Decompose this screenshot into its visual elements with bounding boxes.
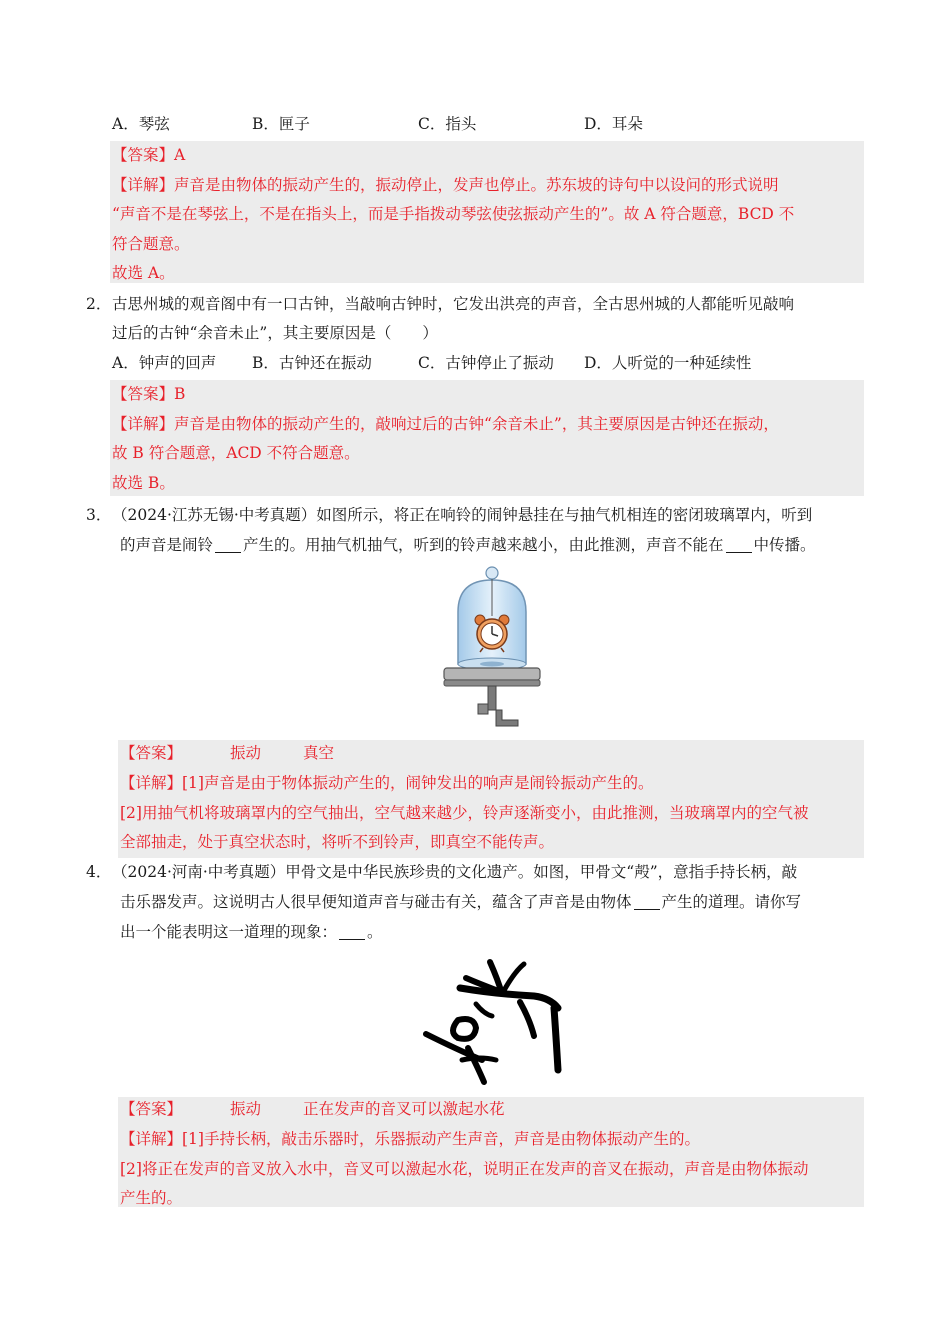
q3-stem-text: 产生的。用抽气机抽气，听到的铃声越来越小，由此推测，声音不能在 [243,536,724,554]
q4-stem-line [120,917,383,947]
jar-knob [486,567,498,579]
q2-stem-line: 过后的古钟“余音未止”，其主要原因是（ ） [112,324,438,342]
q1-detail-line: 符合题意。 [112,235,190,253]
q3-answer-2: 真空 [303,744,335,762]
q4-blank-2 [339,921,365,940]
q3-detail-line: 【详解】[1]声音是由于物体振动产生的，闹钟发出的响声是闹铃振动产生的。 [120,774,654,792]
q2-detail-line: 【详解】声音是由物体的振动产生的，敲响过后的古钟“余音未止”，其主要原因是古钟还在振动， [112,415,779,433]
oracle-bone-character-figure [418,950,568,1090]
q2-stem-line: 古思州城的观音阁中有一口古钟，当敲响古钟时，它发出洪亮的声音，全古思州城的人都能听见敲响 [112,295,795,313]
q4-answer-1: 振动 [230,1100,262,1118]
bell-jar-figure [440,564,544,734]
q4-number: 4． [86,863,112,881]
q4-detail-line: 【详解】[1]手持长柄，敲击乐器时，乐器振动产生声音，声音是由物体振动产生的。 [120,1130,700,1148]
air-hole [480,662,504,667]
q1-option-c: C．指头 [418,115,477,133]
pipe [488,686,496,710]
q3-stem-text: 的声音是闹铃 [120,536,214,554]
q3-stem-line [120,530,816,560]
q2-detail-line: 故选 B。 [112,474,175,492]
q2-detail-line: 故 B 符合题意，ACD 不符合题意。 [112,444,360,462]
outlet-pipe [496,710,518,726]
q1-answer-label: 【答案】A [112,146,186,164]
q4-answer-row [120,1094,505,1124]
q2-option-d: D．人听觉的一种延续性 [584,354,752,372]
base-plate [444,668,540,680]
base-edge [444,680,540,686]
q3-stem-line: （2024·江苏无锡·中考真题）如图所示，将正在响铃的闹钟悬挂在与抽气机相连的密闭玻璃罩内，听到 [112,506,813,524]
q3-detail-line: 全部抽走，处于真空状态时，将听不到铃声，即真空不能传声。 [120,833,555,851]
q3-number: 3． [86,506,112,524]
q3-blank-2 [726,534,752,553]
q4-stem-text: 产生的道理。请你写 [661,893,802,911]
q3-detail-line: [2]用抽气机将玻璃罩内的空气抽出，空气越来越少，铃声逐渐变小，由此推测，当玻璃罩内的空气被 [120,804,809,822]
q4-detail-line: [2]将正在发声的音叉放入水中，音叉可以激起水花，说明正在发声的音叉在振动，声音是由物体振动 [120,1160,809,1178]
q3-blank-1 [215,534,241,553]
q4-stem-line: （2024·河南·中考真题）甲骨文是中华民族珍贵的文化遗产。如图，甲骨文“殸”，意指手持长柄，敲 [112,863,798,881]
q4-answer-2: 正在发声的音叉可以激起水花 [303,1100,505,1118]
q4-stem-text: 击乐器发声。这说明古人很早便知道声音与碰击有关，蕴含了声音是由物体 [120,893,632,911]
q3-answer-label: 【答案】 [120,744,183,762]
q2-option-c: C．古钟停止了振动 [418,354,554,372]
q1-detail-line: 故选 A。 [112,264,175,282]
q4-stem-line [120,887,801,917]
q1-detail-line: “声音不是在琴弦上，不是在指头上，而是手指拨动琴弦使弦振动产生的”。故 A 符合题意，BCD 不 [112,205,795,223]
q3-answer-row [120,738,334,768]
q2-option-a: A．钟声的回声 [112,354,217,372]
valve [478,704,488,714]
q2-option-b: B．古钟还在振动 [252,354,372,372]
q2-answer-label: 【答案】B [112,385,186,403]
q3-stem-text: 中传播。 [753,536,816,554]
q1-detail-line: 【详解】声音是由物体的振动产生的，振动停止，发声也停止。苏东坡的诗句中以设问的形式说明 [112,176,779,194]
q1-option-a: A．琴弦 [112,115,170,133]
q3-answer-1: 振动 [230,744,262,762]
q4-stem-text: 出一个能表明这一道理的现象： [120,923,338,941]
q1-option-b: B．匣子 [252,115,310,133]
q1-option-d: D．耳朵 [584,115,643,133]
oracle-character-strokes [426,962,558,1082]
q4-blank-1 [634,891,660,910]
q2-number: 2． [86,295,112,313]
q4-detail-line: 产生的。 [120,1189,183,1207]
q4-stem-text: 。 [367,923,383,941]
q4-answer-label: 【答案】 [120,1100,183,1118]
